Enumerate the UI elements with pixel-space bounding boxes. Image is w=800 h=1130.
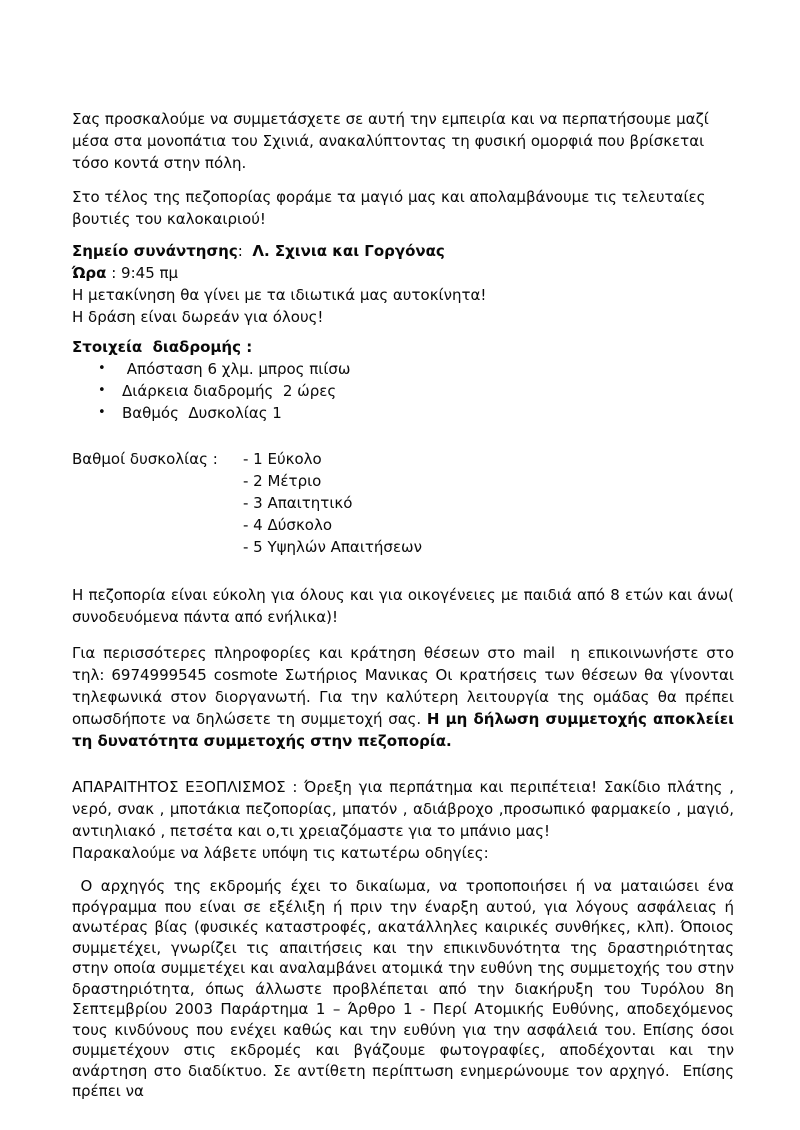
difficulty-scale-list — [243, 448, 422, 558]
route-heading: Στοιχεία διαδρομής : — [72, 338, 253, 356]
difficulty-level-3: - 3 Απαιτητικό — [243, 494, 353, 512]
suitability-paragraph: Η πεζοπορία είναι εύκολη για όλους και για οικογένειες με παιδιά από 8 ετών και άνω( συνοδευόμενα πάντα από ενήλικα)! — [72, 586, 739, 626]
contact-info-text: Για περισσότερες πληροφορίες και κράτηση θέσεων στο mail η επικοινωνήστε στο τηλ: 6974999545 cosmote Σωτήριος Μανικας Οι κρατήσεις των θέσεων θα γίνονται τηλεφωνικά στον διοργανωτή. Για την καλύτερη λειτουργία της ομάδας θα πρέπει οπωσδήποτε να δηλώσετε τη συμμετοχή σας. — [72, 644, 739, 728]
meeting-point-separator: : — [237, 242, 253, 260]
difficulty-level-5: - 5 Υψηλών Απαιτήσεων — [243, 538, 422, 556]
contact-paragraph — [72, 642, 740, 752]
route-details-list — [72, 358, 734, 424]
difficulty-level-4: - 4 Δύσκολο — [243, 516, 333, 534]
time-line — [72, 262, 734, 284]
event-details-block — [72, 240, 734, 328]
route-item-duration: • Διάρκεια διαδρομής 2 ώρες — [72, 380, 734, 402]
equipment-paragraph: ΑΠΑΡΑΙΤΗΤΟΣ ΕΞΟΠΛΙΣΜΟΣ : Όρεξη για περπάτημα και περιπέτεια! Σακίδιο πλάτης , νερό, σνακ , μποτάκια πεζοπορίας, μπατόν , αδιάβροχο ,προσωπικό φαρμακείο , μαγιό, αντιηλιακό , πετσέτα και ο,τι χρειαζόμαστε για το μπάνιο μας! — [72, 778, 739, 840]
difficulty-scale-label: Βαθμοί δυσκολίας : — [72, 450, 218, 468]
time-label: Ώρα — [72, 264, 107, 282]
difficulty-level-1: - 1 Εύκολο — [243, 450, 322, 468]
meeting-point-label: Σημείο συνάντησης — [72, 242, 238, 260]
free-entry-note: Η δράση είναι δωρεάν για όλους! — [72, 308, 324, 326]
transport-note: Η μετακίνηση θα γίνει με τα ιδιωτικά μας αυτοκίνητα! — [72, 286, 487, 304]
route-details-block — [72, 336, 734, 424]
registration-warning-text: Η μη δήλωση συμμετοχής αποκλείει τη δυνατότητα συμμετοχής στην πεζοπορία. — [72, 710, 740, 750]
meeting-point-line — [72, 240, 734, 262]
time-separator: : — [106, 264, 122, 282]
meeting-point-value: Λ. Σχινια και Γοργόνας — [252, 242, 445, 260]
time-value: 9:45 πμ — [121, 264, 179, 282]
difficulty-level-2: - 2 Μέτριο — [243, 472, 322, 490]
route-item-difficulty: • Βαθμός Δυσκολίας 1 — [72, 402, 734, 424]
instructions-note: Παρακαλούμε να λάβετε υπόψη τις κατωτέρω οδηγίες: — [72, 844, 489, 862]
difficulty-scale-block — [72, 448, 734, 558]
disclaimer-paragraph: Ο αρχηγός της εκδρομής έχει το δικαίωμα, να τροποποιήσει ή να ματαιώσει ένα πρόγραμμα που είναι σε εξέλιξη ή πριν την έναρξη αυτού, για λόγους ασφάλειας ή ανωτέρας βίας (φυσικές καταστροφές, ακατάλληλες καιρικές συνθήκες, κλπ). Όποιος συμμετέχει, γνωρίζει τις απαιτήσεις και την επικινδυνότητα της δραστηριότητας στην οποία συμμετέχει και αναλαμβάνει ατομικά την ευθύνη της συμμετοχής του στην δραστηριότητα, όπως άλλωστε προβλέπεται από την διακήρυξη του Τυρόλου 8η Σεπτεμβρίου 2003 Παράρτημα 1 – Άρθρο 1 - Περί Ατομικής Ευθύνης, αποδεχόμενος τους κινδύνους που ενέχει καθώς και την ευθύνη για την ασφάλειά του. Επίσης όσοι συμμετέχουν στις εκδρομές και βγάζουμε φωτογραφίες, αποδέχονται και την ανάρτηση στο διαδίκτυο. Σε αντίθετη περίπτωση ενημερώνουμε τον αρχηγό. Επίσης πρέπει να — [72, 877, 739, 1100]
intro-paragraph-2: Στο τέλος της πεζοπορίας φοράμε τα μαγιό μας και απολαμβάνουμε τις τελευταίες βουτιές του καλοκαιριού! — [72, 188, 711, 228]
intro-paragraph-1: Σας προσκαλούμε να συμμετάσχετε σε αυτή την εμπειρία και να περπατήσουμε μαζί μέσα στα μονοπάτια του Σχινιά, ανακαλύπτοντας τη φυσική ομορφιά που βρίσκεται τόσο κοντά στην πόλη. — [72, 110, 714, 172]
route-item-distance: • Απόσταση 6 χλμ. μπρος πιίσω — [72, 358, 734, 380]
